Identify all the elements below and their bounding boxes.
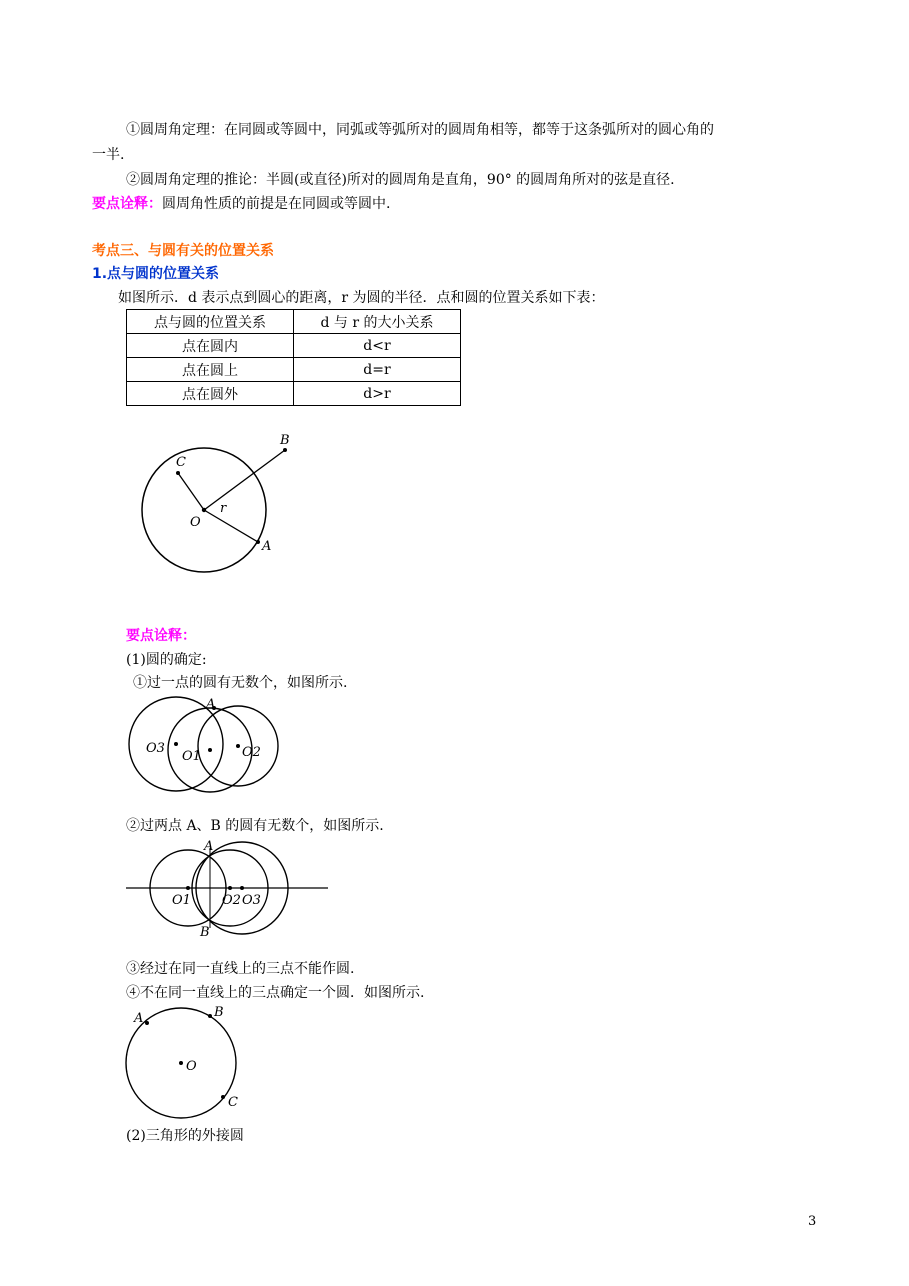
circle-def-item2: ②过两点 A、B 的圆有无数个，如图所示.	[126, 818, 384, 834]
section3-title: 考点三、与圆有关的位置关系	[92, 243, 274, 259]
label-O2: O2	[222, 893, 241, 908]
label-O1: O1	[172, 893, 191, 908]
one-point-circles-figure	[126, 694, 286, 794]
label-B: B	[214, 1005, 224, 1020]
note1	[92, 194, 390, 214]
table-cell: d>r	[294, 382, 461, 406]
three-point-circle-figure	[126, 1004, 276, 1124]
label-A: A	[204, 839, 214, 854]
label-O3: O3	[242, 893, 261, 908]
intro-text: 如图所示．d 表示点到圆心的距离，r 为圆的半径．点和圆的位置关系如下表：	[118, 290, 605, 306]
label-B: B	[200, 925, 210, 940]
note1-text: 圆周角性质的前提是在同圆或等圆中.	[162, 196, 391, 212]
table-row	[127, 358, 461, 382]
table-cell: 点在圆外	[127, 382, 294, 406]
table-header: 点与圆的位置关系	[127, 310, 294, 334]
label-A: A	[262, 539, 272, 554]
table-header: d 与 r 的大小关系	[294, 310, 461, 334]
relation-table	[126, 309, 461, 406]
two-point-circles-figure	[126, 838, 336, 938]
label-O: O	[190, 515, 201, 530]
table-cell: 点在圆内	[127, 334, 294, 358]
theorem-line2: 一半.	[92, 147, 125, 163]
label-O3: O3	[146, 741, 165, 756]
table-cell: d=r	[294, 358, 461, 382]
table-row	[127, 382, 461, 406]
label-O1: O1	[182, 749, 201, 764]
label-r: r	[220, 501, 227, 516]
theorem-corollary: ②圆周角定理的推论：半圆(或直径)所对的圆周角是直角，90° 的圆周角所对的弦是直径.	[126, 172, 675, 188]
label-C: C	[176, 455, 186, 470]
note2-label: 要点诠释：	[126, 628, 196, 644]
sub1-title: 1.点与圆的位置关系	[92, 266, 220, 282]
circumcircle-title: (2)三角形的外接圆	[126, 1128, 244, 1144]
theorem-line1: ①圆周角定理：在同圆或等圆中，同弧或等弧所对的圆周角相等，都等于这条弧所对的圆心角的	[126, 122, 714, 138]
page-number: 3	[808, 1214, 817, 1229]
circle-def-title: (1)圆的确定:	[126, 652, 207, 668]
circle-def-item1: ①过一点的圆有无数个，如图所示.	[133, 675, 348, 691]
label-O: O	[186, 1059, 197, 1074]
circle-def-item3: ③经过在同一直线上的三点不能作圆.	[126, 961, 355, 977]
point-circle-figure	[130, 428, 310, 578]
circle-def-item4: ④不在同一直线上的三点确定一个圆．如图所示.	[126, 985, 425, 1001]
table-header-row	[127, 310, 461, 334]
label-B: B	[280, 433, 290, 448]
note1-label: 要点诠释：	[92, 196, 162, 212]
label-C: C	[228, 1095, 238, 1110]
label-A: A	[134, 1011, 144, 1026]
label-A: A	[206, 697, 216, 712]
table-row	[127, 334, 461, 358]
table-cell: 点在圆上	[127, 358, 294, 382]
label-O2: O2	[242, 745, 261, 760]
table-cell: d<r	[294, 334, 461, 358]
